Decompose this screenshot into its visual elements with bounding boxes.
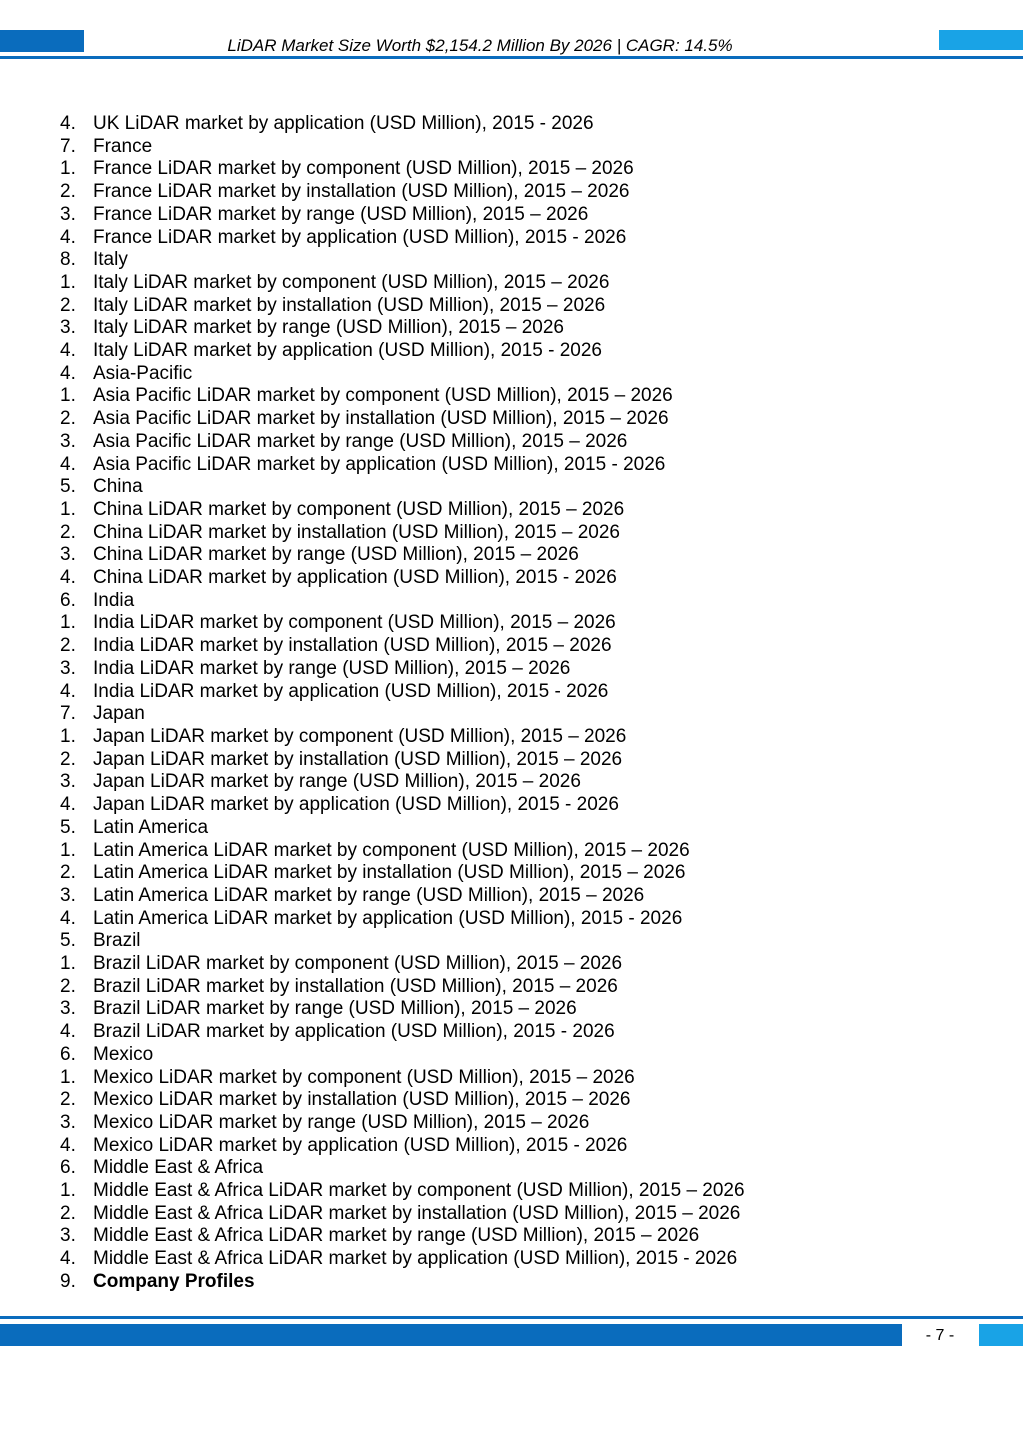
toc-entry-number: 4. <box>60 1134 76 1156</box>
toc-entry-number: 3. <box>60 1225 76 1247</box>
toc-entry-text: Latin America LiDAR market by range (USD Million), 2015 – 2026 <box>93 884 645 906</box>
toc-entry-number: 1. <box>60 612 76 634</box>
toc-entry-number: 4. <box>60 1021 76 1043</box>
toc-entry-text: India LiDAR market by application (USD Million), 2015 - 2026 <box>93 680 609 702</box>
toc-entry <box>60 976 745 999</box>
toc-entry-text: Brazil <box>93 930 141 952</box>
toc-entry <box>60 885 745 908</box>
toc-entry-text: India LiDAR market by range (USD Million), 2015 – 2026 <box>93 657 571 679</box>
toc-entry <box>60 703 745 726</box>
toc-entry-text: China LiDAR market by installation (USD Million), 2015 – 2026 <box>93 521 620 543</box>
toc-entry <box>60 454 745 477</box>
toc-entry-number: 6. <box>60 589 76 611</box>
toc-entry <box>60 522 745 545</box>
toc-entry <box>60 771 745 794</box>
toc-entry-number: 1. <box>60 385 76 407</box>
toc-entry-number: 7. <box>60 703 76 725</box>
toc-entry-number: 4. <box>60 113 76 134</box>
toc-entry-text: Italy LiDAR market by installation (USD Million), 2015 – 2026 <box>93 294 606 316</box>
toc-entry <box>60 930 745 953</box>
toc-entry <box>60 567 745 590</box>
toc-entry <box>60 363 745 386</box>
toc-entry-text: France <box>93 135 153 157</box>
toc-entry-number: 3. <box>60 657 76 679</box>
toc-entry <box>60 749 745 772</box>
toc-entry-number: 2. <box>60 748 76 770</box>
toc-entry-number: 7. <box>60 135 76 157</box>
toc-entry-text: Latin America LiDAR market by installation (USD Million), 2015 – 2026 <box>93 862 686 884</box>
toc-entry <box>60 113 745 136</box>
toc-entry-number: 3. <box>60 544 76 566</box>
toc-entry <box>60 1067 745 1090</box>
toc-entry-text: Middle East & Africa LiDAR market by application (USD Million), 2015 - 2026 <box>93 1248 738 1270</box>
toc-entry-text: Asia Pacific LiDAR market by component (USD Million), 2015 – 2026 <box>93 385 673 407</box>
toc-entry-text: France LiDAR market by application (USD Million), 2015 - 2026 <box>93 226 627 248</box>
toc-entry-text: Brazil LiDAR market by application (USD Million), 2015 - 2026 <box>93 1021 615 1043</box>
toc-entry <box>60 840 745 863</box>
toc-entry-number: 1. <box>60 498 76 520</box>
toc-entry-text: Middle East & Africa LiDAR market by component (USD Million), 2015 – 2026 <box>93 1180 745 1202</box>
toc-entry-number: 1. <box>60 1066 76 1088</box>
toc-entry <box>60 544 745 567</box>
toc-entry-text: France LiDAR market by installation (USD Million), 2015 – 2026 <box>93 181 630 203</box>
toc-entry-text: Italy LiDAR market by application (USD Million), 2015 - 2026 <box>93 340 602 362</box>
toc-entry <box>60 635 745 658</box>
toc-entry-text: Latin America LiDAR market by component (USD Million), 2015 – 2026 <box>93 839 690 861</box>
toc-entry <box>60 817 745 840</box>
toc-entry-number: 5. <box>60 930 76 952</box>
toc-entry-text: Brazil LiDAR market by installation (USD Million), 2015 – 2026 <box>93 975 618 997</box>
toc-entry <box>60 158 745 181</box>
toc-entry-text: China LiDAR market by component (USD Million), 2015 – 2026 <box>93 498 625 520</box>
toc-entry <box>60 431 745 454</box>
toc-entry-number: 1. <box>60 839 76 861</box>
toc-entry-number: 6. <box>60 1043 76 1065</box>
toc-entry <box>60 908 745 931</box>
toc-entry-text: Asia Pacific LiDAR market by range (USD Million), 2015 – 2026 <box>93 430 628 452</box>
toc-entry <box>60 1157 745 1180</box>
footer-rule <box>0 1316 1023 1319</box>
toc-entry <box>60 1271 745 1294</box>
toc-entry <box>60 1203 745 1226</box>
toc-entry-number: 4. <box>60 680 76 702</box>
page-number: - 7 - <box>925 1327 955 1344</box>
toc-entry <box>60 272 745 295</box>
toc-entry-number: 2. <box>60 635 76 657</box>
toc-entry-text: India LiDAR market by installation (USD Million), 2015 – 2026 <box>93 635 612 657</box>
toc-entry <box>60 204 745 227</box>
toc-entry-text: India <box>93 589 135 611</box>
toc-entry <box>60 385 745 408</box>
header-rule <box>0 56 1023 59</box>
toc-entry <box>60 1248 745 1271</box>
toc-entry-text: Brazil LiDAR market by range (USD Million), 2015 – 2026 <box>93 998 577 1020</box>
header-accent-block-right <box>939 30 1023 50</box>
toc-entry <box>60 136 745 159</box>
toc-entry-number: 3. <box>60 317 76 339</box>
toc-entry <box>60 998 745 1021</box>
footer-bar <box>0 1324 902 1346</box>
toc-entry <box>60 1089 745 1112</box>
toc-entry <box>60 1135 745 1158</box>
toc-entry-number: 4. <box>60 340 76 362</box>
toc-entry-number: 3. <box>60 998 76 1020</box>
toc-entry-number: 2. <box>60 975 76 997</box>
toc-entry-text: Latin America <box>93 816 209 838</box>
toc-entry <box>60 295 745 318</box>
toc-entry-text: Mexico <box>93 1043 154 1065</box>
toc-entry-text: UK LiDAR market by application (USD Million), 2015 - 2026 <box>93 113 594 134</box>
toc-entry-number: 4. <box>60 453 76 475</box>
toc-entry <box>60 658 745 681</box>
toc-entry-number: 9. <box>60 1270 76 1292</box>
toc-entry-number: 2. <box>60 408 76 430</box>
toc-entry-text: Middle East & Africa <box>93 1157 264 1179</box>
toc-entry-text: Italy LiDAR market by component (USD Million), 2015 – 2026 <box>93 271 610 293</box>
toc-entry-number: 1. <box>60 953 76 975</box>
toc-entry-number: 8. <box>60 249 76 271</box>
toc-entry-number: 3. <box>60 1111 76 1133</box>
toc-entry-text: Middle East & Africa LiDAR market by range (USD Million), 2015 – 2026 <box>93 1225 700 1247</box>
toc-entry-number: 3. <box>60 203 76 225</box>
toc-entry-text: India LiDAR market by component (USD Million), 2015 – 2026 <box>93 612 616 634</box>
toc-entry-number: 2. <box>60 1202 76 1224</box>
toc-entry <box>60 476 745 499</box>
toc-entry-number: 3. <box>60 884 76 906</box>
toc-entry <box>60 726 745 749</box>
toc-entry <box>60 953 745 976</box>
toc-entry-number: 4. <box>60 907 76 929</box>
toc-entry-number: 2. <box>60 862 76 884</box>
toc-entry-number: 4. <box>60 794 76 816</box>
toc-entry-text: Middle East & Africa LiDAR market by installation (USD Million), 2015 – 2026 <box>93 1202 741 1224</box>
toc-entry-text: Asia-Pacific <box>93 362 193 384</box>
toc-entry-number: 3. <box>60 430 76 452</box>
toc-entry-number: 1. <box>60 1180 76 1202</box>
toc-entry <box>60 862 745 885</box>
toc-entry <box>60 681 745 704</box>
toc-entry <box>60 794 745 817</box>
toc-entry-text: France LiDAR market by component (USD Million), 2015 – 2026 <box>93 158 634 180</box>
toc-entry-text: Brazil LiDAR market by component (USD Million), 2015 – 2026 <box>93 953 623 975</box>
toc-entry <box>60 612 745 635</box>
toc-entry-text: Company Profiles <box>93 1270 255 1292</box>
toc-entry-number: 1. <box>60 725 76 747</box>
toc-entry-text: Mexico LiDAR market by installation (USD Million), 2015 – 2026 <box>93 1089 631 1111</box>
toc-entry <box>60 317 745 340</box>
toc-entry <box>60 181 745 204</box>
toc-entry <box>60 1180 745 1203</box>
footer-accent-block <box>979 1324 1023 1346</box>
toc-entry-text: Japan LiDAR market by installation (USD Million), 2015 – 2026 <box>93 748 623 770</box>
toc-entry-number: 4. <box>60 226 76 248</box>
toc-entry <box>60 499 745 522</box>
toc-entry <box>60 590 745 613</box>
toc-entry-number: 2. <box>60 181 76 203</box>
toc-entry <box>60 340 745 363</box>
toc-entry-text: Mexico LiDAR market by component (USD Million), 2015 – 2026 <box>93 1066 635 1088</box>
toc-entry-number: 4. <box>60 362 76 384</box>
toc-entry-text: Japan LiDAR market by application (USD Million), 2015 - 2026 <box>93 794 619 816</box>
toc-entry <box>60 1112 745 1135</box>
toc-entry-text: Japan LiDAR market by range (USD Million), 2015 – 2026 <box>93 771 581 793</box>
table-of-contents-list <box>60 113 745 1294</box>
toc-entry <box>60 227 745 250</box>
header-title: LiDAR Market Size Worth $2,154.2 Million By 2026 | CAGR: 14.5% <box>227 36 733 55</box>
toc-entry-number: 2. <box>60 521 76 543</box>
toc-entry <box>60 408 745 431</box>
toc-entry-number: 4. <box>60 567 76 589</box>
toc-entry-text: China LiDAR market by application (USD Million), 2015 - 2026 <box>93 567 617 589</box>
toc-entry-number: 4. <box>60 1248 76 1270</box>
toc-entry-text: Mexico LiDAR market by range (USD Million), 2015 – 2026 <box>93 1111 590 1133</box>
toc-entry-number: 2. <box>60 1089 76 1111</box>
toc-entry-text: Italy LiDAR market by range (USD Million), 2015 – 2026 <box>93 317 564 339</box>
toc-entry-text: Italy <box>93 249 128 271</box>
toc-entry-text: France LiDAR market by range (USD Million), 2015 – 2026 <box>93 203 589 225</box>
toc-entry-number: 5. <box>60 476 76 498</box>
toc-entry-text: China <box>93 476 143 498</box>
toc-entry-text: Asia Pacific LiDAR market by application (USD Million), 2015 - 2026 <box>93 453 666 475</box>
toc-entry-number: 1. <box>60 158 76 180</box>
toc-entry-text: Asia Pacific LiDAR market by installation (USD Million), 2015 – 2026 <box>93 408 669 430</box>
toc-entry-text: Latin America LiDAR market by application (USD Million), 2015 - 2026 <box>93 907 683 929</box>
toc-entry-number: 2. <box>60 294 76 316</box>
toc-entry-text: China LiDAR market by range (USD Million), 2015 – 2026 <box>93 544 579 566</box>
toc-entry-number: 1. <box>60 271 76 293</box>
toc-entry-number: 3. <box>60 771 76 793</box>
toc-entry <box>60 249 745 272</box>
toc-entry-text: Japan LiDAR market by component (USD Million), 2015 – 2026 <box>93 725 627 747</box>
toc-entry <box>60 1225 745 1248</box>
toc-entry-number: 5. <box>60 816 76 838</box>
toc-entry-text: Japan <box>93 703 145 725</box>
toc-entry <box>60 1021 745 1044</box>
toc-entry-text: Mexico LiDAR market by application (USD Million), 2015 - 2026 <box>93 1134 628 1156</box>
toc-entry <box>60 1044 745 1067</box>
toc-entry-number: 6. <box>60 1157 76 1179</box>
